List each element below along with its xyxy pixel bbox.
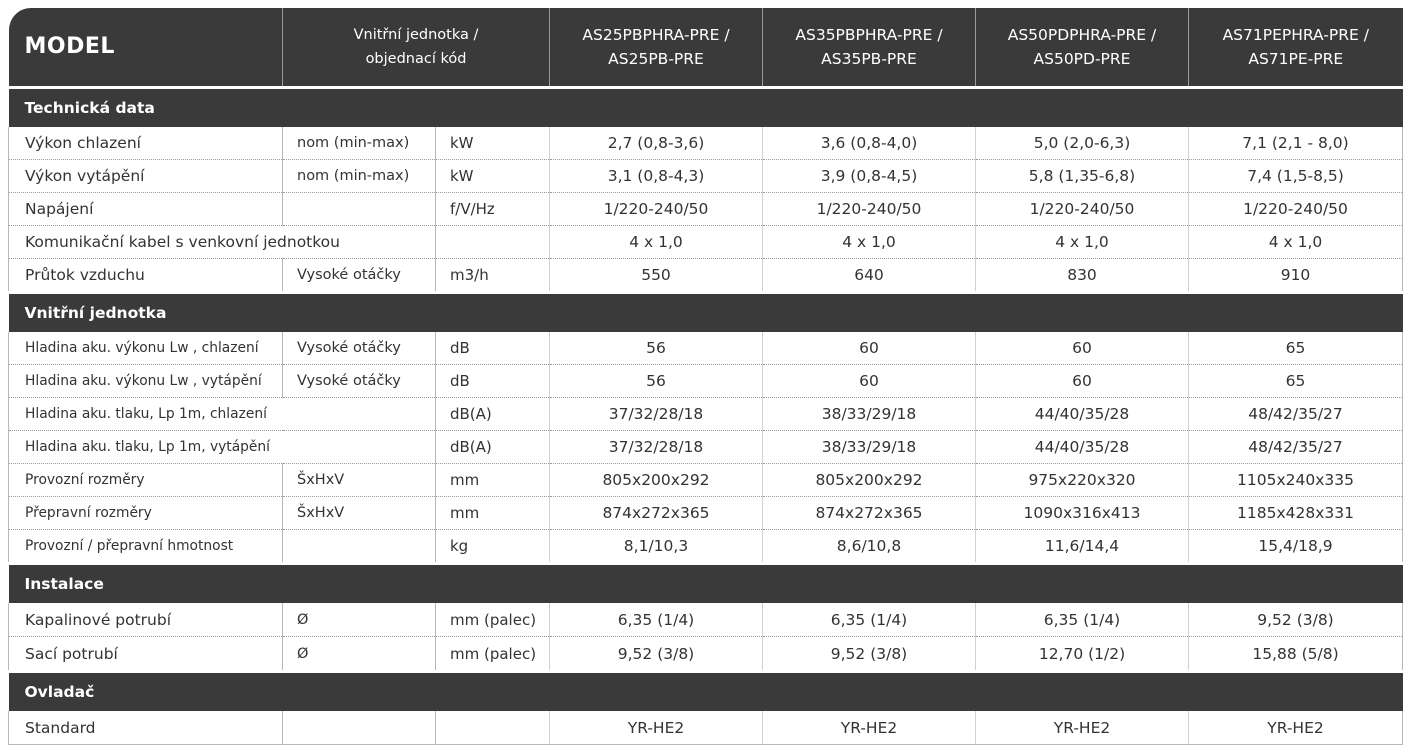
- value-cell: 4 x 1,0: [763, 226, 976, 259]
- row-label: Výkon chlazení: [9, 127, 283, 160]
- value-cell: 830: [976, 259, 1189, 293]
- section-header: [9, 564, 1403, 604]
- row-condition: Vysoké otáčky: [283, 332, 436, 365]
- row-label: Sací potrubí: [9, 637, 283, 672]
- value-cell: 15,4/18,9: [1189, 530, 1403, 564]
- value-cell: 60: [976, 365, 1189, 398]
- value-cell: 5,0 (2,0-6,3): [976, 127, 1189, 160]
- value-cell: 975x220x320: [976, 464, 1189, 497]
- model-header-line2: AS71PE-PRE: [1248, 50, 1344, 68]
- value-cell: 550: [550, 259, 763, 293]
- header-row: [9, 8, 1403, 88]
- value-cell: 9,52 (3/8): [1189, 603, 1403, 637]
- model-label: MODEL: [9, 8, 283, 88]
- value-cell: 4 x 1,0: [550, 226, 763, 259]
- row-label: Standard: [9, 711, 283, 745]
- row-label: Hladina aku. tlaku, Lp 1m, chlazení: [9, 398, 436, 431]
- section-title: Vnitřní jednotka: [9, 293, 1403, 333]
- row-label: Hladina aku. výkonu Lw , chlazení: [9, 332, 283, 365]
- row-condition: [283, 193, 436, 226]
- value-cell: 3,6 (0,8-4,0): [763, 127, 976, 160]
- model-header-4: [1189, 8, 1403, 88]
- value-cell: 44/40/35/28: [976, 398, 1189, 431]
- value-cell: 60: [763, 365, 976, 398]
- spec-table: [8, 8, 1403, 745]
- value-cell: 38/33/29/18: [763, 398, 976, 431]
- value-cell: 38/33/29/18: [763, 431, 976, 464]
- value-cell: 3,9 (0,8-4,5): [763, 160, 976, 193]
- value-cell: 11,6/14,4: [976, 530, 1189, 564]
- value-cell: 1/220-240/50: [763, 193, 976, 226]
- value-cell: 37/32/28/18: [550, 398, 763, 431]
- value-cell: 4 x 1,0: [1189, 226, 1403, 259]
- value-cell: 1090x316x413: [976, 497, 1189, 530]
- model-header-line2: AS50PD-PRE: [1033, 50, 1131, 68]
- table-row: [9, 711, 1403, 745]
- value-cell: 7,4 (1,5-8,5): [1189, 160, 1403, 193]
- row-condition: ŠxHxV: [283, 497, 436, 530]
- section-header: [9, 88, 1403, 128]
- value-cell: 6,35 (1/4): [976, 603, 1189, 637]
- model-header-line2: AS25PB-PRE: [608, 50, 704, 68]
- model-header-line1: AS71PEPHRA-PRE /: [1222, 26, 1369, 44]
- value-cell: 874x272x365: [550, 497, 763, 530]
- order-code-label-line1: Vnitřní jednotka /: [353, 27, 479, 43]
- value-cell: 8,1/10,3: [550, 530, 763, 564]
- row-unit: kW: [436, 160, 550, 193]
- value-cell: 1185x428x331: [1189, 497, 1403, 530]
- value-cell: 56: [550, 332, 763, 365]
- value-cell: 6,35 (1/4): [763, 603, 976, 637]
- value-cell: 3,1 (0,8-4,3): [550, 160, 763, 193]
- row-unit: mm: [436, 497, 550, 530]
- row-unit: [436, 226, 550, 259]
- table-row: [9, 259, 1403, 293]
- model-header-line2: AS35PB-PRE: [821, 50, 917, 68]
- value-cell: 1/220-240/50: [976, 193, 1189, 226]
- value-cell: 65: [1189, 365, 1403, 398]
- model-header-line1: AS35PBPHRA-PRE /: [795, 26, 943, 44]
- spec-body: [9, 88, 1403, 745]
- table-row: [9, 464, 1403, 497]
- value-cell: 805x200x292: [550, 464, 763, 497]
- table-row: [9, 637, 1403, 672]
- value-cell: 2,7 (0,8-3,6): [550, 127, 763, 160]
- value-cell: YR-HE2: [1189, 711, 1403, 745]
- model-header-3: [976, 8, 1189, 88]
- table-row: [9, 226, 1403, 259]
- value-cell: YR-HE2: [976, 711, 1189, 745]
- row-condition: Ø: [283, 603, 436, 637]
- value-cell: 5,8 (1,35-6,8): [976, 160, 1189, 193]
- model-header-line1: AS25PBPHRA-PRE /: [582, 26, 730, 44]
- value-cell: 910: [1189, 259, 1403, 293]
- value-cell: 65: [1189, 332, 1403, 365]
- row-label: Přepravní rozměry: [9, 497, 283, 530]
- row-label: Provozní rozměry: [9, 464, 283, 497]
- value-cell: 56: [550, 365, 763, 398]
- value-cell: 9,52 (3/8): [550, 637, 763, 672]
- table-row: [9, 497, 1403, 530]
- value-cell: 44/40/35/28: [976, 431, 1189, 464]
- order-code-label: [283, 8, 550, 88]
- row-unit: kg: [436, 530, 550, 564]
- row-condition: Ø: [283, 637, 436, 672]
- row-label: Hladina aku. výkonu Lw , vytápění: [9, 365, 283, 398]
- row-condition: Vysoké otáčky: [283, 259, 436, 293]
- row-unit: mm: [436, 464, 550, 497]
- value-cell: 7,1 (2,1 - 8,0): [1189, 127, 1403, 160]
- row-unit: f/V/Hz: [436, 193, 550, 226]
- model-header-line1: AS50PDPHRA-PRE /: [1007, 26, 1157, 44]
- value-cell: YR-HE2: [550, 711, 763, 745]
- value-cell: 874x272x365: [763, 497, 976, 530]
- value-cell: 4 x 1,0: [976, 226, 1189, 259]
- model-header-2: [763, 8, 976, 88]
- table-row: [9, 127, 1403, 160]
- row-label: Komunikační kabel s venkovní jednotkou: [9, 226, 436, 259]
- value-cell: 12,70 (1/2): [976, 637, 1189, 672]
- value-cell: YR-HE2: [763, 711, 976, 745]
- section-header: [9, 672, 1403, 712]
- row-condition: [283, 711, 436, 745]
- row-condition: nom (min-max): [283, 160, 436, 193]
- table-row: [9, 431, 1403, 464]
- section-header: [9, 293, 1403, 333]
- row-condition: ŠxHxV: [283, 464, 436, 497]
- row-condition: Vysoké otáčky: [283, 365, 436, 398]
- table-row: [9, 365, 1403, 398]
- value-cell: 60: [763, 332, 976, 365]
- row-label: Provozní / přepravní hmotnost: [9, 530, 283, 564]
- value-cell: 1/220-240/50: [550, 193, 763, 226]
- row-unit: dB(A): [436, 398, 550, 431]
- value-cell: 48/42/35/27: [1189, 398, 1403, 431]
- row-unit: dB(A): [436, 431, 550, 464]
- row-unit: dB: [436, 332, 550, 365]
- row-unit: dB: [436, 365, 550, 398]
- value-cell: 8,6/10,8: [763, 530, 976, 564]
- section-title: Ovladač: [9, 672, 1403, 712]
- value-cell: 48/42/35/27: [1189, 431, 1403, 464]
- row-label: Napájení: [9, 193, 283, 226]
- table-row: [9, 160, 1403, 193]
- table-row: [9, 530, 1403, 564]
- row-unit: [436, 711, 550, 745]
- row-label: Průtok vzduchu: [9, 259, 283, 293]
- row-unit: m3/h: [436, 259, 550, 293]
- value-cell: 9,52 (3/8): [763, 637, 976, 672]
- row-condition: [283, 530, 436, 564]
- table-row: [9, 603, 1403, 637]
- value-cell: 15,88 (5/8): [1189, 637, 1403, 672]
- row-unit: kW: [436, 127, 550, 160]
- value-cell: 640: [763, 259, 976, 293]
- value-cell: 1/220-240/50: [1189, 193, 1403, 226]
- row-condition: nom (min-max): [283, 127, 436, 160]
- table-row: [9, 332, 1403, 365]
- value-cell: 1105x240x335: [1189, 464, 1403, 497]
- row-unit: mm (palec): [436, 637, 550, 672]
- value-cell: 6,35 (1/4): [550, 603, 763, 637]
- row-unit: mm (palec): [436, 603, 550, 637]
- value-cell: 60: [976, 332, 1189, 365]
- section-title: Technická data: [9, 88, 1403, 128]
- model-header-1: [550, 8, 763, 88]
- row-label: Kapalinové potrubí: [9, 603, 283, 637]
- value-cell: 37/32/28/18: [550, 431, 763, 464]
- table-row: [9, 398, 1403, 431]
- order-code-label-line2: objednací kód: [365, 51, 467, 67]
- row-label: Hladina aku. tlaku, Lp 1m, vytápění: [9, 431, 436, 464]
- row-label: Výkon vytápění: [9, 160, 283, 193]
- table-row: [9, 193, 1403, 226]
- value-cell: 805x200x292: [763, 464, 976, 497]
- section-title: Instalace: [9, 564, 1403, 604]
